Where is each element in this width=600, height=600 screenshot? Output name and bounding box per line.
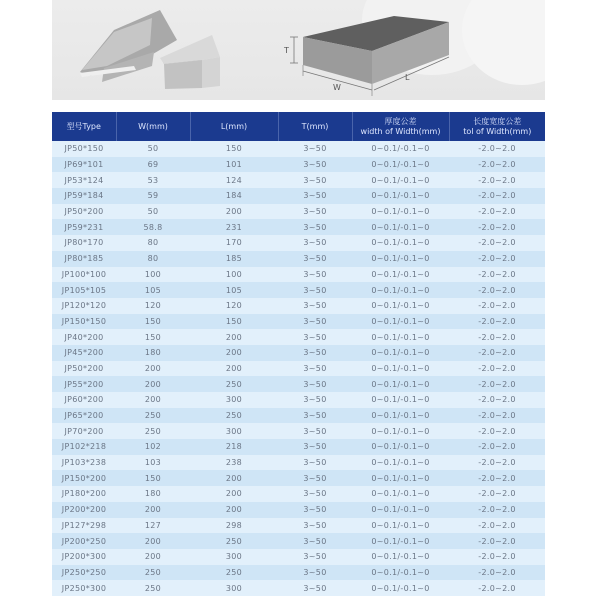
thickness-tolerance-cell: 0~0.1/-0.1~0 bbox=[352, 251, 449, 267]
column-header-length-width-tolerance: 长度宽度公差 tol of Width(mm) bbox=[449, 112, 545, 141]
width-cell: 250 bbox=[116, 565, 190, 581]
length-cell: 300 bbox=[190, 423, 278, 439]
table-row bbox=[52, 298, 545, 314]
type-cell: JP200*200 bbox=[52, 502, 116, 518]
thickness-tolerance-cell: 0~0.1/-0.1~0 bbox=[352, 345, 449, 361]
thickness-cell: 3~50 bbox=[278, 361, 352, 377]
width-cell: 53 bbox=[116, 172, 190, 188]
thickness-cell: 3~50 bbox=[278, 345, 352, 361]
thickness-tolerance-cell: 0~0.1/-0.1~0 bbox=[352, 267, 449, 283]
type-cell: JP69*101 bbox=[52, 157, 116, 173]
thickness-tolerance-cell: 0~0.1/-0.1~0 bbox=[352, 408, 449, 424]
width-cell: 250 bbox=[116, 580, 190, 596]
table-row bbox=[52, 219, 545, 235]
length-width-tolerance-cell: -2.0~2.0 bbox=[449, 282, 545, 298]
thickness-tolerance-cell: 0~0.1/-0.1~0 bbox=[352, 298, 449, 314]
thickness-cell: 3~50 bbox=[278, 157, 352, 173]
column-header-thickness-tolerance: 厚度公差 width of Width(mm) bbox=[352, 112, 449, 141]
length-width-tolerance-cell: -2.0~2.0 bbox=[449, 188, 545, 204]
length-cell: 300 bbox=[190, 392, 278, 408]
table-row bbox=[52, 235, 545, 251]
thickness-tolerance-cell: 0~0.1/-0.1~0 bbox=[352, 565, 449, 581]
specification-table bbox=[52, 112, 545, 596]
thickness-tolerance-cell: 0~0.1/-0.1~0 bbox=[352, 455, 449, 471]
length-width-tolerance-cell: -2.0~2.0 bbox=[449, 219, 545, 235]
thickness-tolerance-cell: 0~0.1/-0.1~0 bbox=[352, 235, 449, 251]
length-width-tolerance-cell: -2.0~2.0 bbox=[449, 423, 545, 439]
table-row bbox=[52, 423, 545, 439]
thickness-tolerance-cell: 0~0.1/-0.1~0 bbox=[352, 141, 449, 157]
length-cell: 200 bbox=[190, 502, 278, 518]
type-cell: JP120*120 bbox=[52, 298, 116, 314]
column-header-length: L(mm) bbox=[190, 112, 278, 141]
width-cell: 150 bbox=[116, 329, 190, 345]
thickness-cell: 3~50 bbox=[278, 408, 352, 424]
type-cell: JP50*200 bbox=[52, 204, 116, 220]
thickness-cell: 3~50 bbox=[278, 219, 352, 235]
length-width-tolerance-cell: -2.0~2.0 bbox=[449, 533, 545, 549]
type-cell: JP60*200 bbox=[52, 392, 116, 408]
type-cell: JP50*200 bbox=[52, 361, 116, 377]
type-cell: JP59*231 bbox=[52, 219, 116, 235]
length-cell: 200 bbox=[190, 470, 278, 486]
thickness-cell: 3~50 bbox=[278, 267, 352, 283]
length-width-tolerance-cell: -2.0~2.0 bbox=[449, 157, 545, 173]
thickness-tolerance-cell: 0~0.1/-0.1~0 bbox=[352, 188, 449, 204]
type-cell: JP250*300 bbox=[52, 580, 116, 596]
table-row bbox=[52, 204, 545, 220]
length-cell: 200 bbox=[190, 204, 278, 220]
type-cell: JP40*200 bbox=[52, 329, 116, 345]
length-cell: 150 bbox=[190, 314, 278, 330]
length-cell: 300 bbox=[190, 580, 278, 596]
thickness-tolerance-cell: 0~0.1/-0.1~0 bbox=[352, 157, 449, 173]
table-header-row bbox=[52, 112, 545, 141]
type-cell: JP250*250 bbox=[52, 565, 116, 581]
type-cell: JP150*150 bbox=[52, 314, 116, 330]
length-width-tolerance-cell: -2.0~2.0 bbox=[449, 518, 545, 534]
thickness-cell: 3~50 bbox=[278, 486, 352, 502]
type-cell: JP200*250 bbox=[52, 533, 116, 549]
width-cell: 69 bbox=[116, 157, 190, 173]
thickness-cell: 3~50 bbox=[278, 455, 352, 471]
table-row bbox=[52, 376, 545, 392]
thickness-cell: 3~50 bbox=[278, 565, 352, 581]
thickness-cell: 3~50 bbox=[278, 502, 352, 518]
length-width-tolerance-cell: -2.0~2.0 bbox=[449, 376, 545, 392]
width-cell: 250 bbox=[116, 423, 190, 439]
column-header-type: 型号Type bbox=[52, 112, 116, 141]
type-cell: JP150*200 bbox=[52, 470, 116, 486]
type-cell: JP65*200 bbox=[52, 408, 116, 424]
width-cell: 80 bbox=[116, 251, 190, 267]
width-cell: 150 bbox=[116, 470, 190, 486]
length-cell: 101 bbox=[190, 157, 278, 173]
width-cell: 200 bbox=[116, 376, 190, 392]
type-cell: JP50*150 bbox=[52, 141, 116, 157]
type-cell: JP53*124 bbox=[52, 172, 116, 188]
length-width-tolerance-cell: -2.0~2.0 bbox=[449, 549, 545, 565]
width-cell: 80 bbox=[116, 235, 190, 251]
table-row bbox=[52, 565, 545, 581]
thickness-tolerance-cell: 0~0.1/-0.1~0 bbox=[352, 549, 449, 565]
table-row bbox=[52, 549, 545, 565]
length-cell: 170 bbox=[190, 235, 278, 251]
width-cell: 59 bbox=[116, 188, 190, 204]
thickness-tolerance-cell: 0~0.1/-0.1~0 bbox=[352, 502, 449, 518]
length-width-tolerance-cell: -2.0~2.0 bbox=[449, 251, 545, 267]
length-width-tolerance-cell: -2.0~2.0 bbox=[449, 580, 545, 596]
length-cell: 200 bbox=[190, 486, 278, 502]
type-cell: JP45*200 bbox=[52, 345, 116, 361]
length-width-tolerance-cell: -2.0~2.0 bbox=[449, 172, 545, 188]
length-cell: 100 bbox=[190, 267, 278, 283]
width-cell: 102 bbox=[116, 439, 190, 455]
table-row bbox=[52, 470, 545, 486]
length-cell: 124 bbox=[190, 172, 278, 188]
width-cell: 58.8 bbox=[116, 219, 190, 235]
length-width-tolerance-cell: -2.0~2.0 bbox=[449, 345, 545, 361]
length-cell: 218 bbox=[190, 439, 278, 455]
width-cell: 200 bbox=[116, 361, 190, 377]
length-cell: 200 bbox=[190, 361, 278, 377]
length-width-tolerance-cell: -2.0~2.0 bbox=[449, 455, 545, 471]
width-cell: 50 bbox=[116, 141, 190, 157]
thickness-cell: 3~50 bbox=[278, 298, 352, 314]
length-cell: 120 bbox=[190, 298, 278, 314]
thickness-tolerance-cell: 0~0.1/-0.1~0 bbox=[352, 518, 449, 534]
thickness-tolerance-cell: 0~0.1/-0.1~0 bbox=[352, 533, 449, 549]
width-cell: 200 bbox=[116, 392, 190, 408]
width-cell: 120 bbox=[116, 298, 190, 314]
length-cell: 200 bbox=[190, 329, 278, 345]
type-cell: JP80*170 bbox=[52, 235, 116, 251]
thickness-cell: 3~50 bbox=[278, 580, 352, 596]
type-cell: JP100*100 bbox=[52, 267, 116, 283]
length-cell: 184 bbox=[190, 188, 278, 204]
type-cell: JP80*185 bbox=[52, 251, 116, 267]
width-cell: 200 bbox=[116, 549, 190, 565]
width-cell: 200 bbox=[116, 533, 190, 549]
length-width-tolerance-cell: -2.0~2.0 bbox=[449, 486, 545, 502]
length-cell: 250 bbox=[190, 376, 278, 392]
table-row bbox=[52, 314, 545, 330]
svg-text:L: L bbox=[405, 73, 410, 82]
thickness-tolerance-cell: 0~0.1/-0.1~0 bbox=[352, 172, 449, 188]
width-cell: 50 bbox=[116, 204, 190, 220]
thickness-tolerance-cell: 0~0.1/-0.1~0 bbox=[352, 282, 449, 298]
product-image-banner bbox=[52, 0, 545, 100]
thickness-cell: 3~50 bbox=[278, 314, 352, 330]
type-cell: JP180*200 bbox=[52, 486, 116, 502]
width-cell: 250 bbox=[116, 408, 190, 424]
type-cell: JP200*300 bbox=[52, 549, 116, 565]
column-header-width: W(mm) bbox=[116, 112, 190, 141]
type-cell: JP59*184 bbox=[52, 188, 116, 204]
thickness-cell: 3~50 bbox=[278, 518, 352, 534]
thickness-cell: 3~50 bbox=[278, 141, 352, 157]
table-row bbox=[52, 408, 545, 424]
thickness-tolerance-cell: 0~0.1/-0.1~0 bbox=[352, 486, 449, 502]
length-cell: 150 bbox=[190, 141, 278, 157]
thickness-cell: 3~50 bbox=[278, 282, 352, 298]
svg-text:T: T bbox=[284, 46, 289, 55]
table-row bbox=[52, 455, 545, 471]
width-cell: 127 bbox=[116, 518, 190, 534]
thickness-cell: 3~50 bbox=[278, 329, 352, 345]
thickness-cell: 3~50 bbox=[278, 376, 352, 392]
length-cell: 238 bbox=[190, 455, 278, 471]
length-width-tolerance-cell: -2.0~2.0 bbox=[449, 565, 545, 581]
stacked-plates-icon bbox=[80, 10, 220, 89]
thickness-tolerance-cell: 0~0.1/-0.1~0 bbox=[352, 392, 449, 408]
thickness-tolerance-cell: 0~0.1/-0.1~0 bbox=[352, 314, 449, 330]
thickness-cell: 3~50 bbox=[278, 392, 352, 408]
length-cell: 231 bbox=[190, 219, 278, 235]
thickness-tolerance-cell: 0~0.1/-0.1~0 bbox=[352, 219, 449, 235]
length-width-tolerance-cell: -2.0~2.0 bbox=[449, 408, 545, 424]
length-cell: 250 bbox=[190, 408, 278, 424]
length-width-tolerance-cell: -2.0~2.0 bbox=[449, 329, 545, 345]
width-cell: 200 bbox=[116, 502, 190, 518]
length-width-tolerance-cell: -2.0~2.0 bbox=[449, 502, 545, 518]
table-row bbox=[52, 533, 545, 549]
thickness-cell: 3~50 bbox=[278, 188, 352, 204]
width-cell: 180 bbox=[116, 345, 190, 361]
product-illustration bbox=[52, 0, 545, 100]
length-cell: 250 bbox=[190, 533, 278, 549]
length-cell: 298 bbox=[190, 518, 278, 534]
thickness-tolerance-cell: 0~0.1/-0.1~0 bbox=[352, 376, 449, 392]
length-width-tolerance-cell: -2.0~2.0 bbox=[449, 314, 545, 330]
table-row bbox=[52, 439, 545, 455]
thickness-cell: 3~50 bbox=[278, 533, 352, 549]
width-cell: 103 bbox=[116, 455, 190, 471]
table-row bbox=[52, 188, 545, 204]
thickness-tolerance-cell: 0~0.1/-0.1~0 bbox=[352, 361, 449, 377]
length-width-tolerance-cell: -2.0~2.0 bbox=[449, 298, 545, 314]
length-width-tolerance-cell: -2.0~2.0 bbox=[449, 267, 545, 283]
width-cell: 150 bbox=[116, 314, 190, 330]
thickness-cell: 3~50 bbox=[278, 235, 352, 251]
table-row bbox=[52, 345, 545, 361]
length-width-tolerance-cell: -2.0~2.0 bbox=[449, 392, 545, 408]
thickness-cell: 3~50 bbox=[278, 204, 352, 220]
length-width-tolerance-cell: -2.0~2.0 bbox=[449, 361, 545, 377]
thickness-tolerance-cell: 0~0.1/-0.1~0 bbox=[352, 470, 449, 486]
thickness-tolerance-cell: 0~0.1/-0.1~0 bbox=[352, 580, 449, 596]
thickness-tolerance-cell: 0~0.1/-0.1~0 bbox=[352, 439, 449, 455]
table-row bbox=[52, 141, 545, 157]
column-header-thickness: T(mm) bbox=[278, 112, 352, 141]
width-cell: 105 bbox=[116, 282, 190, 298]
length-cell: 185 bbox=[190, 251, 278, 267]
length-cell: 250 bbox=[190, 565, 278, 581]
thickness-cell: 3~50 bbox=[278, 439, 352, 455]
width-cell: 100 bbox=[116, 267, 190, 283]
type-cell: JP70*200 bbox=[52, 423, 116, 439]
length-width-tolerance-cell: -2.0~2.0 bbox=[449, 204, 545, 220]
length-cell: 105 bbox=[190, 282, 278, 298]
thickness-tolerance-cell: 0~0.1/-0.1~0 bbox=[352, 204, 449, 220]
table-row bbox=[52, 267, 545, 283]
type-cell: JP127*298 bbox=[52, 518, 116, 534]
length-width-tolerance-cell: -2.0~2.0 bbox=[449, 470, 545, 486]
width-cell: 180 bbox=[116, 486, 190, 502]
type-cell: JP105*105 bbox=[52, 282, 116, 298]
length-width-tolerance-cell: -2.0~2.0 bbox=[449, 235, 545, 251]
type-cell: JP55*200 bbox=[52, 376, 116, 392]
table-row bbox=[52, 282, 545, 298]
thickness-cell: 3~50 bbox=[278, 423, 352, 439]
thickness-tolerance-cell: 0~0.1/-0.1~0 bbox=[352, 423, 449, 439]
svg-text:W: W bbox=[333, 83, 341, 92]
table-row bbox=[52, 518, 545, 534]
length-width-tolerance-cell: -2.0~2.0 bbox=[449, 141, 545, 157]
thickness-cell: 3~50 bbox=[278, 172, 352, 188]
dimension-diagram bbox=[283, 16, 449, 96]
table-row bbox=[52, 329, 545, 345]
table-row bbox=[52, 172, 545, 188]
table-row bbox=[52, 580, 545, 596]
table-body bbox=[52, 141, 545, 596]
length-cell: 200 bbox=[190, 345, 278, 361]
table-row bbox=[52, 251, 545, 267]
length-cell: 300 bbox=[190, 549, 278, 565]
type-cell: JP102*218 bbox=[52, 439, 116, 455]
thickness-cell: 3~50 bbox=[278, 251, 352, 267]
table-row bbox=[52, 361, 545, 377]
table-row bbox=[52, 502, 545, 518]
table-row bbox=[52, 157, 545, 173]
table-row bbox=[52, 392, 545, 408]
thickness-cell: 3~50 bbox=[278, 549, 352, 565]
table-row bbox=[52, 486, 545, 502]
length-width-tolerance-cell: -2.0~2.0 bbox=[449, 439, 545, 455]
thickness-tolerance-cell: 0~0.1/-0.1~0 bbox=[352, 329, 449, 345]
type-cell: JP103*238 bbox=[52, 455, 116, 471]
thickness-cell: 3~50 bbox=[278, 470, 352, 486]
